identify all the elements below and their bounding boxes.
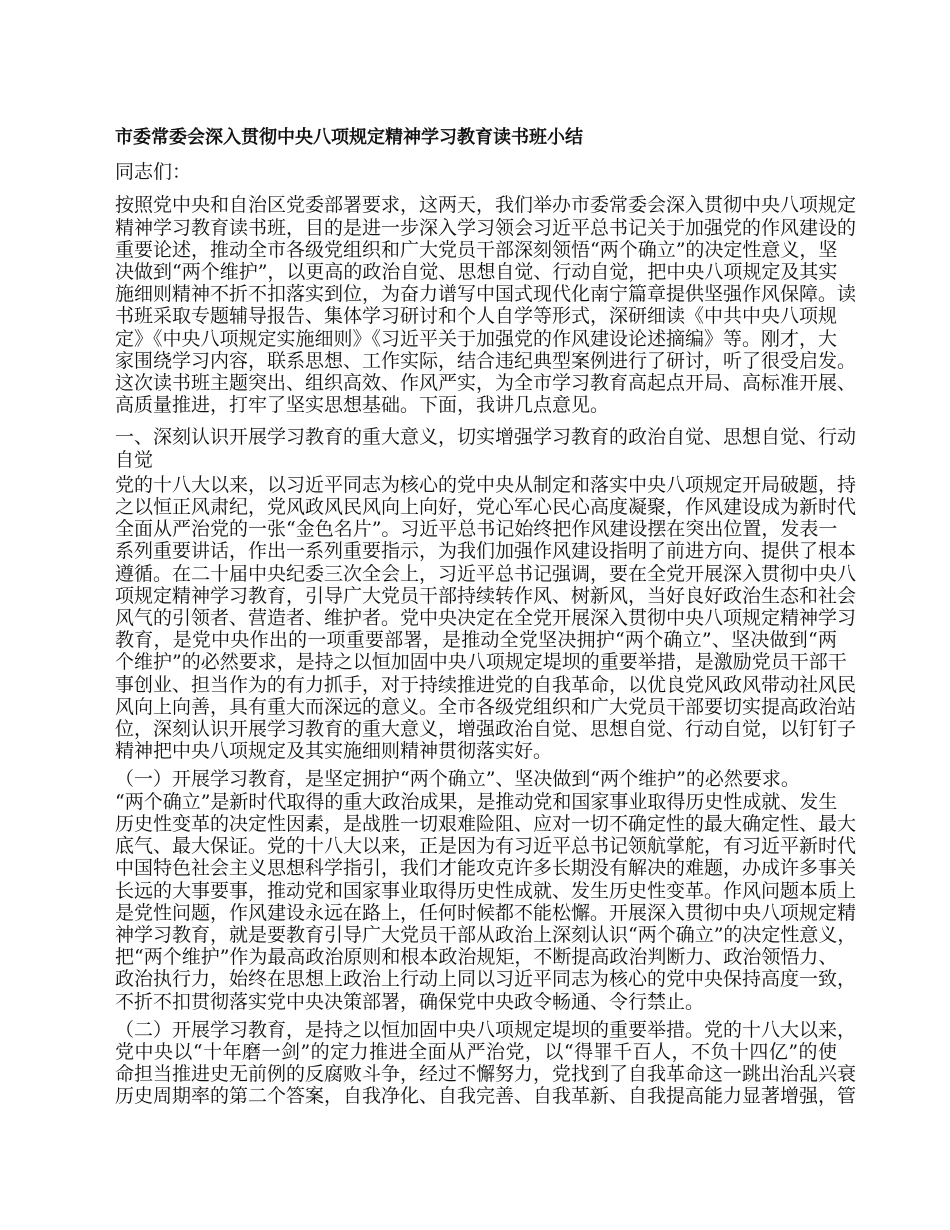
text-line: 定》《中央八项规定实施细则》《习近平关于加强党的作风建设论述摘编》等。刚才，大	[115, 327, 838, 350]
text-line: 风向上向善，具有重大而深远的意义。全市各级党组织和广大党员干部要切实提高政治站	[115, 695, 857, 718]
text-line: 底气、最大保证。党的十八大以来，正是因为有习近平总书记领航掌舵，有习近平新时代	[115, 835, 857, 858]
text-line: 系列重要讲话，作出一系列重要指示，为我们加强作风建设指明了前进方向、提供了根本	[115, 540, 857, 563]
text-line: 教育，是党中央作出的一项重要部署，是推动全党坚决拥护“两个确立”、坚决做到“两	[115, 629, 837, 652]
text-line: 历史性变革的决定性因素，是战胜一切艰难险阻、应对一切不确定性的最大确定性、最大	[115, 812, 857, 835]
text-line: 自觉	[115, 448, 154, 471]
text-line: 是党性问题，作风建设永远在路上，任何时候都不能松懈。开展深入贯彻中央八项规定精	[115, 901, 857, 924]
text-line: 长远的大事要事，推动党和国家事业取得历史性成就、发生历史性变革。作风问题本质上	[115, 879, 857, 902]
text-line: 决做到“两个维护”，以更高的政治自觉、思想自觉、行动自觉，把中央八项规定及其实	[115, 261, 838, 284]
text-line: 政治执行力，始终在思想上政治上行动上同以习近平同志为核心的党中央保持高度一致，	[115, 968, 857, 991]
text-line: 家围绕学习内容，联系思想、工作实际，结合违纪典型案例进行了研讨，听了很受启发。	[115, 349, 857, 372]
text-line: 遵循。在二十届中央纪委三次全会上，习近平总书记强调，要在全党开展深入贯彻中央八	[115, 562, 857, 585]
text-line: 中国特色社会主义思想科学指引，我们才能攻克许多长期没有解决的难题，办成许多事关	[115, 857, 857, 880]
text-line: 党的十八大以来，以习近平同志为核心的党中央从制定和落实中央八项规定开局破题，持	[115, 473, 857, 496]
text-line: 位，深刻认识开展学习教育的重大意义，增强政治自觉、思想自觉、行动自觉，以钉钉子	[115, 718, 857, 741]
text-line: 施细则精神不折不扣落实到位，为奋力谱写中国式现代化南宁篇章提供坚强作风保障。读	[115, 283, 857, 306]
text-line: （一）开展学习教育，是坚定拥护“两个确立”、坚决做到“两个维护”的必然要求。	[115, 768, 800, 791]
text-line: 这次读书班主题突出、组织高效、作风严实，为全市学习教育高起点开局、高标准开展、	[115, 372, 857, 395]
section-heading	[115, 426, 857, 471]
text-line: 风气的引领者、营造者、维护者。党中央决定在全党开展深入贯彻中央八项规定精神学习	[115, 607, 857, 630]
text-line: 书班采取专题辅导报告、集体学习研讨和个人自学等形式，深研细读《中共中央八项规	[115, 305, 838, 328]
text-line: 把“两个维护”作为最高政治原则和根本政治规矩，不断提高政治判断力、政治领悟力、	[115, 946, 838, 969]
text-line: 全面从严治党的一张“金色名片”。习近平总书记始终把作风建设摆在突出位置，发表一	[115, 518, 838, 541]
paragraph	[115, 194, 857, 417]
text-line: 历史周期率的第二个答案，自我净化、自我完善、自我革新、自我提高能力显著增强，管	[115, 1085, 857, 1108]
text-line: 个维护”的必然要求，是持之以恒加固中央八项规定堤坝的重要举措，是激励党员干部干	[115, 651, 847, 674]
text-line: 精神学习教育读书班，目的是进一步深入学习领会习近平总书记关于加强党的作风建设的	[115, 216, 857, 239]
greeting: 同志们：	[115, 161, 192, 184]
text-line: “两个确立”是新时代取得的重大政治成果，是推动党和国家事业取得历史性成就、发生	[115, 790, 838, 813]
text-line: 神学习教育，就是要教育引导广大党员干部从政治上深刻认识“两个确立”的决定性意义，	[115, 923, 857, 946]
text-line: 重要论述，推动全市各级党组织和广大党员干部深刻领悟“两个确立”的决定性意义，坚	[115, 238, 838, 261]
text-line: 党中央以“十年磨一剑”的定力推进全面从严治党，以“得罪千百人，不负十四亿”的使	[115, 1040, 837, 1063]
text-line: 之以恒正风肃纪，党风政风民风向上向好，党心军心民心高度凝聚，作风建设成为新时代	[115, 496, 857, 519]
text-line: 高质量推进，打牢了坚实思想基础。下面，我讲几点意见。	[115, 394, 610, 417]
text-line: （二）开展学习教育，是持之以恒加固中央八项规定堤坝的重要举措。党的十八大以来，	[115, 1018, 857, 1041]
paragraph	[115, 768, 857, 1013]
text-line: 事创业、担当作为的有力抓手，对于持续推进党的自我革命，以优良党风政风带动社风民	[115, 673, 857, 696]
text-line: 不折不扣贯彻落实党中央决策部署，确保党中央政令畅通、令行禁止。	[115, 990, 705, 1013]
document-page	[115, 127, 857, 1108]
text-line: 一、深刻认识开展学习教育的重大意义，切实增强学习教育的政治自觉、思想自觉、行动	[115, 426, 857, 449]
text-line: 命担当推进史无前例的反腐败斗争，经过不懈努力，党找到了自我革命这一跳出治乱兴衰	[115, 1063, 857, 1086]
paragraph	[115, 473, 857, 763]
paragraph	[115, 1018, 857, 1108]
text-line: 按照党中央和自治区党委部署要求，这两天，我们举办市委常委会深入贯彻中央八项规定	[115, 194, 857, 217]
document-body	[115, 194, 857, 1108]
text-line: 精神把中央八项规定及其实施细则精神贯彻落实好。	[115, 740, 553, 763]
text-line: 项规定精神学习教育，引导广大党员干部持续转作风、树新风，当好良好政治生态和社会	[115, 584, 857, 607]
document-title: 市委常委会深入贯彻中央八项规定精神学习教育读书班小结	[115, 127, 583, 148]
